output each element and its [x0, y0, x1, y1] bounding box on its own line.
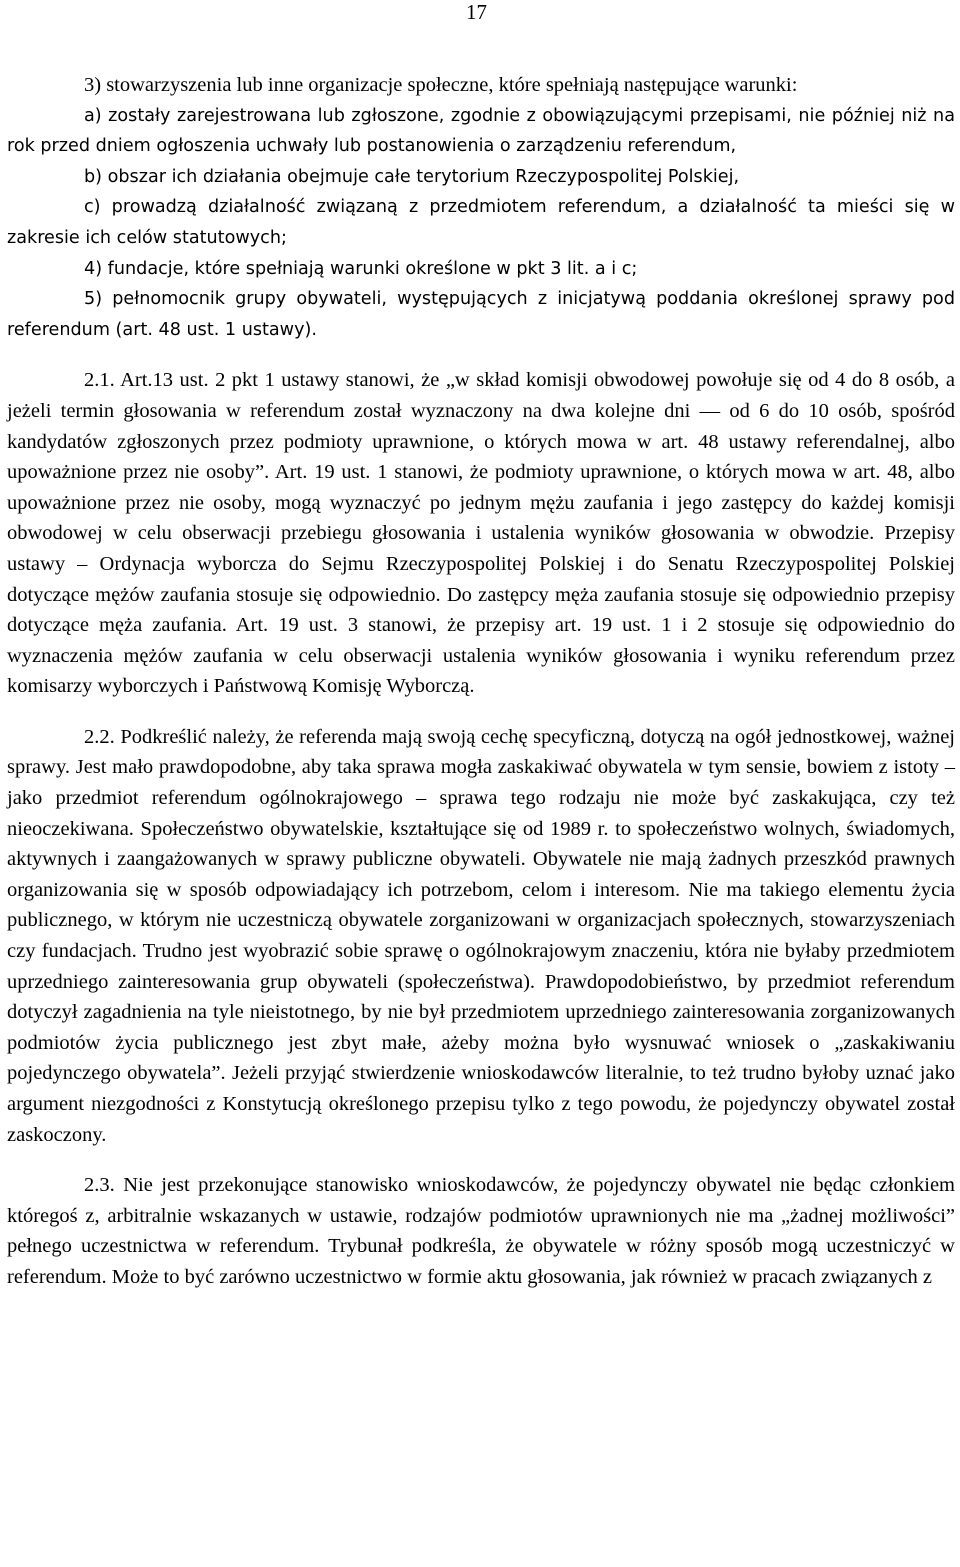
list-item-4: 4) fundacje, które spełniają warunki określone w pkt 3 lit. a i c;: [84, 258, 638, 279]
list-item-3c: c) prowadzą działalność związaną z przedmiotem referendum, a działalność ta mieści się w zakresie ich celów statutowych;: [7, 197, 955, 248]
section-2-2-paragraph: 2.2. Podkreślić należy, że referenda mają swoją cechę specyficzną, dotyczą na ogół jednostkowej, ważnej sprawy. Jest mało prawdopodobne, aby taka sprawa mogła zaskakiwać obywatela w tym sensie, bowiem z istoty – jako przedmiot referendum ogólnokrajowego – sprawa tego rodzaju nie może być zaskakująca, czy też nieoczekiwana. Społeczeństwo obywatelskie, kształtujące się od 1989 r. to społeczeństwo wolnych, świadomych, aktywnych i zaangażowanych w sprawy publiczne obywateli. Obywatele nie mają żadnych przeszkód prawnych organizowania się w sposób odpowiadający ich potrzebom, celom i interesom. Nie ma takiego elementu życia publicznego, w którym nie uczestniczą obywatele zorganizowani w organizacjach społecznych, stowarzyszeniach czy fundacjach. Trudno jest wyobrazić sobie sprawę o ogólnokrajowym znaczeniu, która nie byłaby przedmiotem uprzedniego zainteresowania grup obywateli (społeczeństwa). Prawdopodobieństwo, by przedmiot referendum dotyczył zagadnienia na tyle nieistotnego, by nie był przedmiotem uprzedniego zainteresowania zorganizowanych podmiotów życia publicznego jest zbyt małe, ażeby można było wysnuwać wniosek o „zaskakiwaniu pojedynczego obywatela”. Jeżeli przyjąć stwierdzenie wnioskodawców literalnie, to też trudno byłoby uznać jako argument niezgodności z Konstytucją określonego przepisu tylko z tego powodu, że pojedynczy obywatel został zaskoczony.: [7, 725, 955, 1146]
section-2-3-paragraph: 2.3. Nie jest przekonujące stanowisko wnioskodawców, że pojedynczy obywatel nie będąc członkiem któregoś z, arbitralnie wskazanych w ustawie, rodzajów podmiotów uprawnionych nie ma „żadnej możliwości” pełnego uczestnictwa w referendum. Trybunał podkreśla, że obywatele w różny sposób mogą uczestniczyć w referendum. Może to być zarówno uczestnictwo w formie aktu głosowania, jak również w pracach związanych z: [7, 1174, 955, 1288]
section-2-1-paragraph: 2.1. Art.13 ust. 2 pkt 1 ustawy stanowi, że „w skład komisji obwodowej powołuje się od 4 do 8 osób, a jeżeli termin głosowania w referendum został wyznaczony na dwa kolejne dni — od 6 do 10 osób, spośród kandydatów zgłoszonych przez podmioty uprawnione, o których mowa w art. 48 ustawy referendalnej, albo upoważnione przez nie osoby”. Art. 19 ust. 1 stanowi, że podmioty uprawnione, o których mowa w art. 48, albo upoważnione przez nie osoby, mogą wyznaczyć po jednym mężu zaufania i jego zastępcy do każdej komisji obwodowej w celu obserwacji przebiegu głosowania i ustalenia wyników głosowania w obwodzie. Przepisy ustawy – Ordynacja wyborcza do Sejmu Rzeczypospolitej Polskiej i do Senatu Rzeczypospolitej Polskiej dotyczące mężów zaufania stosuje się odpowiednio. Do zastępcy męża zaufania stosuje się odpowiednio przepisy dotyczące męża zaufania. Art. 19 ust. 3 stanowi, że przepisy art. 19 ust. 1 i 2 stosuje się odpowiednio do wyznaczenia mężów zaufania w celu obserwacji ustalenia wyników głosowania i wyniku referendum przez komisarzy wyborczych i Państwową Komisję Wyborczą.: [7, 369, 955, 698]
page-number: 17: [466, 0, 487, 24]
list-item-3b: b) obszar ich działania obejmuje całe terytorium Rzeczypospolitej Polskiej,: [84, 166, 740, 187]
list-item-3: 3) stowarzyszenia lub inne organizacje społeczne, które spełniają następujące warunki:: [84, 74, 798, 96]
document-body: [7, 70, 955, 1293]
list-item-3a: a) zostały zarejestrowana lub zgłoszone, zgodnie z obowiązującymi przepisami, nie później niż na rok przed dniem ogłoszenia uchwały lub postanowienia o zarządzeniu referendum,: [7, 105, 955, 157]
list-item-5: 5) pełnomocnik grupy obywateli, występujących z inicjatywą poddania określonej sprawy pod referendum (art. 48 ust. 1 ustawy).: [7, 289, 955, 340]
